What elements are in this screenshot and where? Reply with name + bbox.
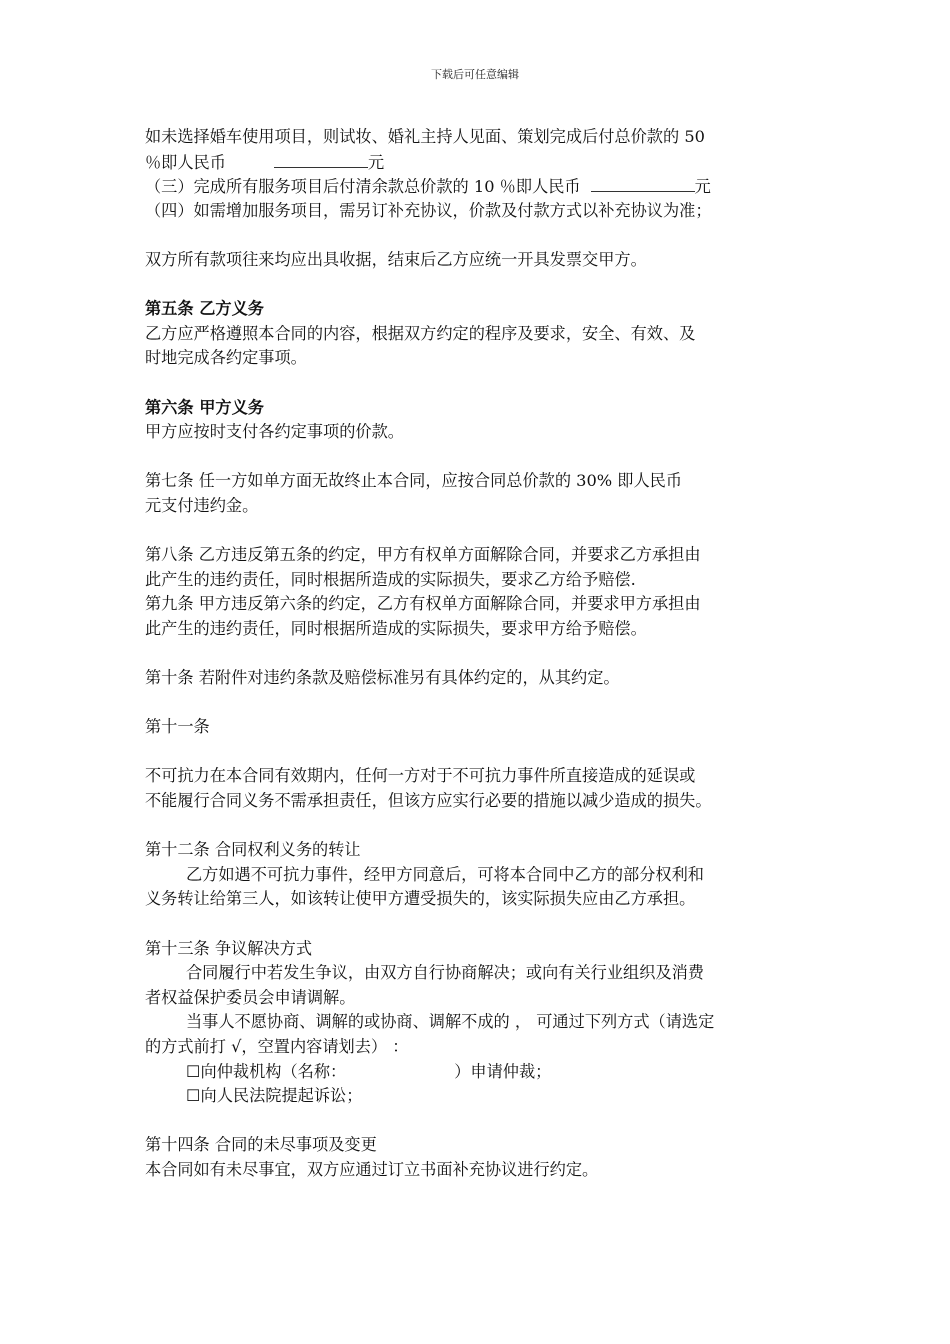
litigation-option[interactable]: ☐向人民法院提起诉讼； <box>186 1086 363 1106</box>
article-13-title: 第十三条 争议解决方式 <box>145 938 313 958</box>
article-14-line-1: 本合同如有未尽事宜，双方应通过订立书面补充协议进行约定。 <box>145 1159 599 1179</box>
article-10-line-1: 第十条 若附件对违约条款及赔偿标准另有具体约定的，从其约定。 <box>145 668 620 688</box>
payment-line-3-text: （三）完成所有服务项目后付清余款总价款的 10 ％即人民币 <box>145 177 581 197</box>
article-8-line-2: 此产生的违约责任，同时根据所造成的实际损失，要求乙方给予赔偿. <box>145 569 636 589</box>
article-5-title: 第五条 乙方义务 <box>145 299 264 319</box>
arbitration-option-text: ☐向仲裁机构（名称： <box>186 1061 347 1081</box>
payment-line-1: 如未选择婚车使用项目，则试妆、婚礼主持人见面、策划完成后付总价款的 50 <box>145 127 705 146</box>
arbitration-option[interactable] <box>145 1060 810 1085</box>
article-13-line-1: 合同履行中若发生争议，由双方自行协商解决；或向有关行业组织及消费 <box>186 963 704 983</box>
payment-line-3-unit: 元 <box>694 177 711 197</box>
article-6-line-1: 甲方应按时支付各约定事项的价款。 <box>145 422 404 442</box>
payment-line-4: （四）如需增加服务项目，需另订补充协议，价款及付款方式以补充协议为准； <box>145 200 712 220</box>
article-13-line-3: 当事人不愿协商、调解的或协商、调解不成的 ， 可通过下列方式（请选定 <box>186 1012 715 1032</box>
article-6-title: 第六条 甲方义务 <box>145 397 264 417</box>
payment-line-3 <box>145 174 810 199</box>
article-7-line-1: 第七条 任一方如单方面无故终止本合同，应按合同总价款的 30% 即人民币 <box>145 471 683 491</box>
document-body <box>145 125 810 1183</box>
payment-line-2 <box>145 150 810 175</box>
receipt-clause: 双方所有款项往来均应出具收据，结束后乙方应统一开具发票交甲方。 <box>145 249 647 269</box>
article-14-title: 第十四条 合同的未尽事项及变更 <box>145 1135 377 1155</box>
article-7-line-2: 元支付违约金。 <box>145 495 259 515</box>
arbitration-option-suffix: ）申请仲裁； <box>454 1061 552 1081</box>
payment-line-2-unit: 元 <box>367 152 385 172</box>
article-8-line-1: 第八条 乙方违反第五条的约定，甲方有权单方面解除合同，并要求乙方承担由 <box>145 545 701 565</box>
article-9-line-2: 此产生的违约责任，同时根据所造成的实际损失，要求甲方给予赔偿。 <box>145 618 647 638</box>
article-11-line-2: 不能履行合同义务不需承担责任，但该方应实行必要的措施以减少造成的损失。 <box>145 791 712 811</box>
article-9-line-1: 第九条 甲方违反第六条的约定，乙方有权单方面解除合同，并要求甲方承担由 <box>145 594 701 614</box>
article-13-line-4: 的方式前打 √，空置内容请划去） ： <box>145 1036 409 1056</box>
amount-blank <box>274 150 368 168</box>
article-11-line-1: 不可抗力在本合同有效期内，任何一方对于不可抗力事件所直接造成的延误或 <box>145 766 696 786</box>
article-5-line-2: 时地完成各约定事项。 <box>145 348 307 368</box>
page-header: 下载后可任意编辑 <box>431 68 519 81</box>
article-12-line-1: 乙方如遇不可抗力事件，经甲方同意后，可将本合同中乙方的部分权利和 <box>186 864 704 884</box>
article-12-line-2: 义务转让给第三人，如该转让使甲方遭受损失的，该实际损失应由乙方承担。 <box>145 889 696 909</box>
article-13-line-2: 者权益保护委员会申请调解。 <box>145 987 356 1007</box>
payment-line-2-text: ％即人民币 <box>145 152 226 172</box>
amount-blank <box>591 174 695 192</box>
article-11-title: 第十一条 <box>145 717 210 737</box>
article-5-line-1: 乙方应严格遵照本合同的内容，根据双方约定的程序及要求，安全、有效、及 <box>145 323 696 343</box>
article-12-title: 第十二条 合同权利义务的转让 <box>145 840 361 860</box>
